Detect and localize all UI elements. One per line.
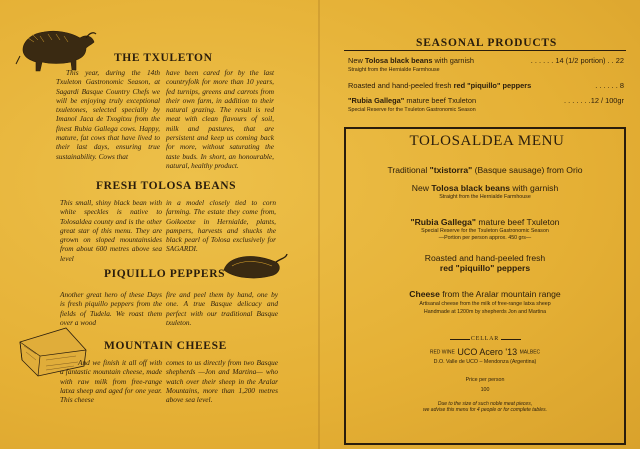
seasonal-item: New Tolosa black beans with garnish . . . . . . 14 (1/2 portion) . . 22 — [348, 56, 624, 65]
beans-col2: in a model closely tied to corn farming. The estate they come from, Goikoetxe in Hernialde, plants, pampers, harvests and shucks the black pearl of Tolosa exclusively for SAGARDI. — [166, 198, 276, 254]
menu-beef-portion: —Portion per person approx. 450 grs— — [438, 235, 532, 241]
seasonal-item: Roasted and hand-peeled fresh red "piquillo" peppers . . . . . . 8 — [348, 81, 624, 90]
seasonal-title: SEASONAL PRODUCTS — [416, 37, 558, 49]
price-value: 100 — [480, 387, 490, 393]
menu-peppers-line1: Roasted and hand-peeled fresh — [424, 253, 546, 263]
menu-cheese: Cheese from the Aralar mountain range — [409, 289, 561, 299]
menu-beef: "Rubia Gallega" mature beef Txuleton — [410, 217, 560, 227]
seasonal-rule — [344, 50, 626, 51]
seasonal-note: Special Reserve for the Txuleton Gastronomic Season — [348, 107, 476, 113]
beans-col1: This small, shiny black bean with white speckles is native to Tolosaldea county and is the other great star of this menu. They are grown on sloped mountainsides from about 600 metres above sea level — [60, 198, 162, 263]
cellar-rule-left — [450, 339, 470, 340]
cheese-col2: comes to us directly from two Basque shepherds —Jon and Martina— who watch over their sheep in the Aralar Mountains, more than 1,200 metres above sea level. — [166, 358, 278, 405]
right-page — [320, 0, 640, 449]
menu-beans-note: Straight from the Hernialde Farmhouse — [439, 194, 531, 200]
menu-txistorra: Traditional "txistorra" (Basque sausage) from Orio — [387, 165, 583, 175]
piquillo-col1: Another great hero of these Days is fresh piquillo peppers from the fields of Tudela. We roast them over a wood — [60, 290, 162, 327]
footer-note2: we advise this menu for 4 people or for complete tables. — [423, 407, 547, 413]
price-label: Price per person — [465, 377, 505, 383]
cheese-title: MOUNTAIN CHEESE — [104, 340, 227, 352]
txuleton-col1: This year, during the 14th Txuleton Gastronomic Season, at Sagardi Basque Country Chefs we will be enjoying truly exceptional txuletones, selected specially by Imanol Jaca de Txogitxu from the finest Rubia Gallega cows. Happy, mature, fat cows that have lived to their last days, ensuring true sustainability. Cows that — [56, 68, 160, 161]
menu-cheese-note1: Artisanal cheese from the milk of free-range latxa sheep — [419, 301, 551, 307]
menu-beef-note: Special Reserve for the Txuleton Gastronomic Season — [421, 228, 549, 234]
txuleton-title: THE TXULETON — [114, 52, 213, 64]
wine-line: RED WINE UCO Acero '13 MALBEC — [429, 347, 541, 357]
menu-title: TOLOSALDEA MENU — [409, 133, 565, 149]
menu-cheese-note2: Handmade at 1200m by shepherds Jon and Martina — [423, 309, 547, 315]
beans-title: FRESH TOLOSA BEANS — [96, 180, 237, 192]
seasonal-item: "Rubia Gallega" mature beef Txuleton . . . . . . .12 / 100gr — [348, 96, 624, 105]
pepper-illustration-icon — [218, 248, 288, 282]
txuleton-col2: have been cared for by the last countryfolk for more than 10 years, fed turnips, greens and carrots from their own farm, in addition to their natural grazing. The result is red meat with clean flavours of soil, milk and pastures, that are persistent and keep us coming back for more, without saturating the taste buds. In short, an honourable, natural, healthy product. — [166, 68, 274, 170]
piquillo-col2: fire and peel them by hand, one by one. A true Basque delicacy and perfect with our traditional Basque txuleton. — [166, 290, 278, 327]
menu-beans: New Tolosa black beans with garnish — [411, 183, 559, 193]
left-page — [0, 0, 318, 449]
piquillo-title: PIQUILLO PEPPERS — [104, 268, 226, 280]
tolosaldea-menu-box — [344, 127, 626, 445]
menu-peppers-line2: red "piquillo" peppers — [439, 263, 531, 273]
cheese-col1: And we finish it all off with a fantastic mountain cheese, made with raw milk from free-range latxa sheep and aged for one year. This cheese — [60, 358, 162, 405]
footer-note1: Due to the size of such noble meat pieces, — [437, 401, 533, 407]
cellar-heading: CELLAR — [346, 336, 624, 342]
wine-origin: D.O. Valle de UCO – Mendonza (Argentina) — [433, 359, 537, 365]
seasonal-note: Straight from the Hernialde Farmhouse — [348, 67, 440, 73]
cellar-rule-right — [501, 339, 521, 340]
